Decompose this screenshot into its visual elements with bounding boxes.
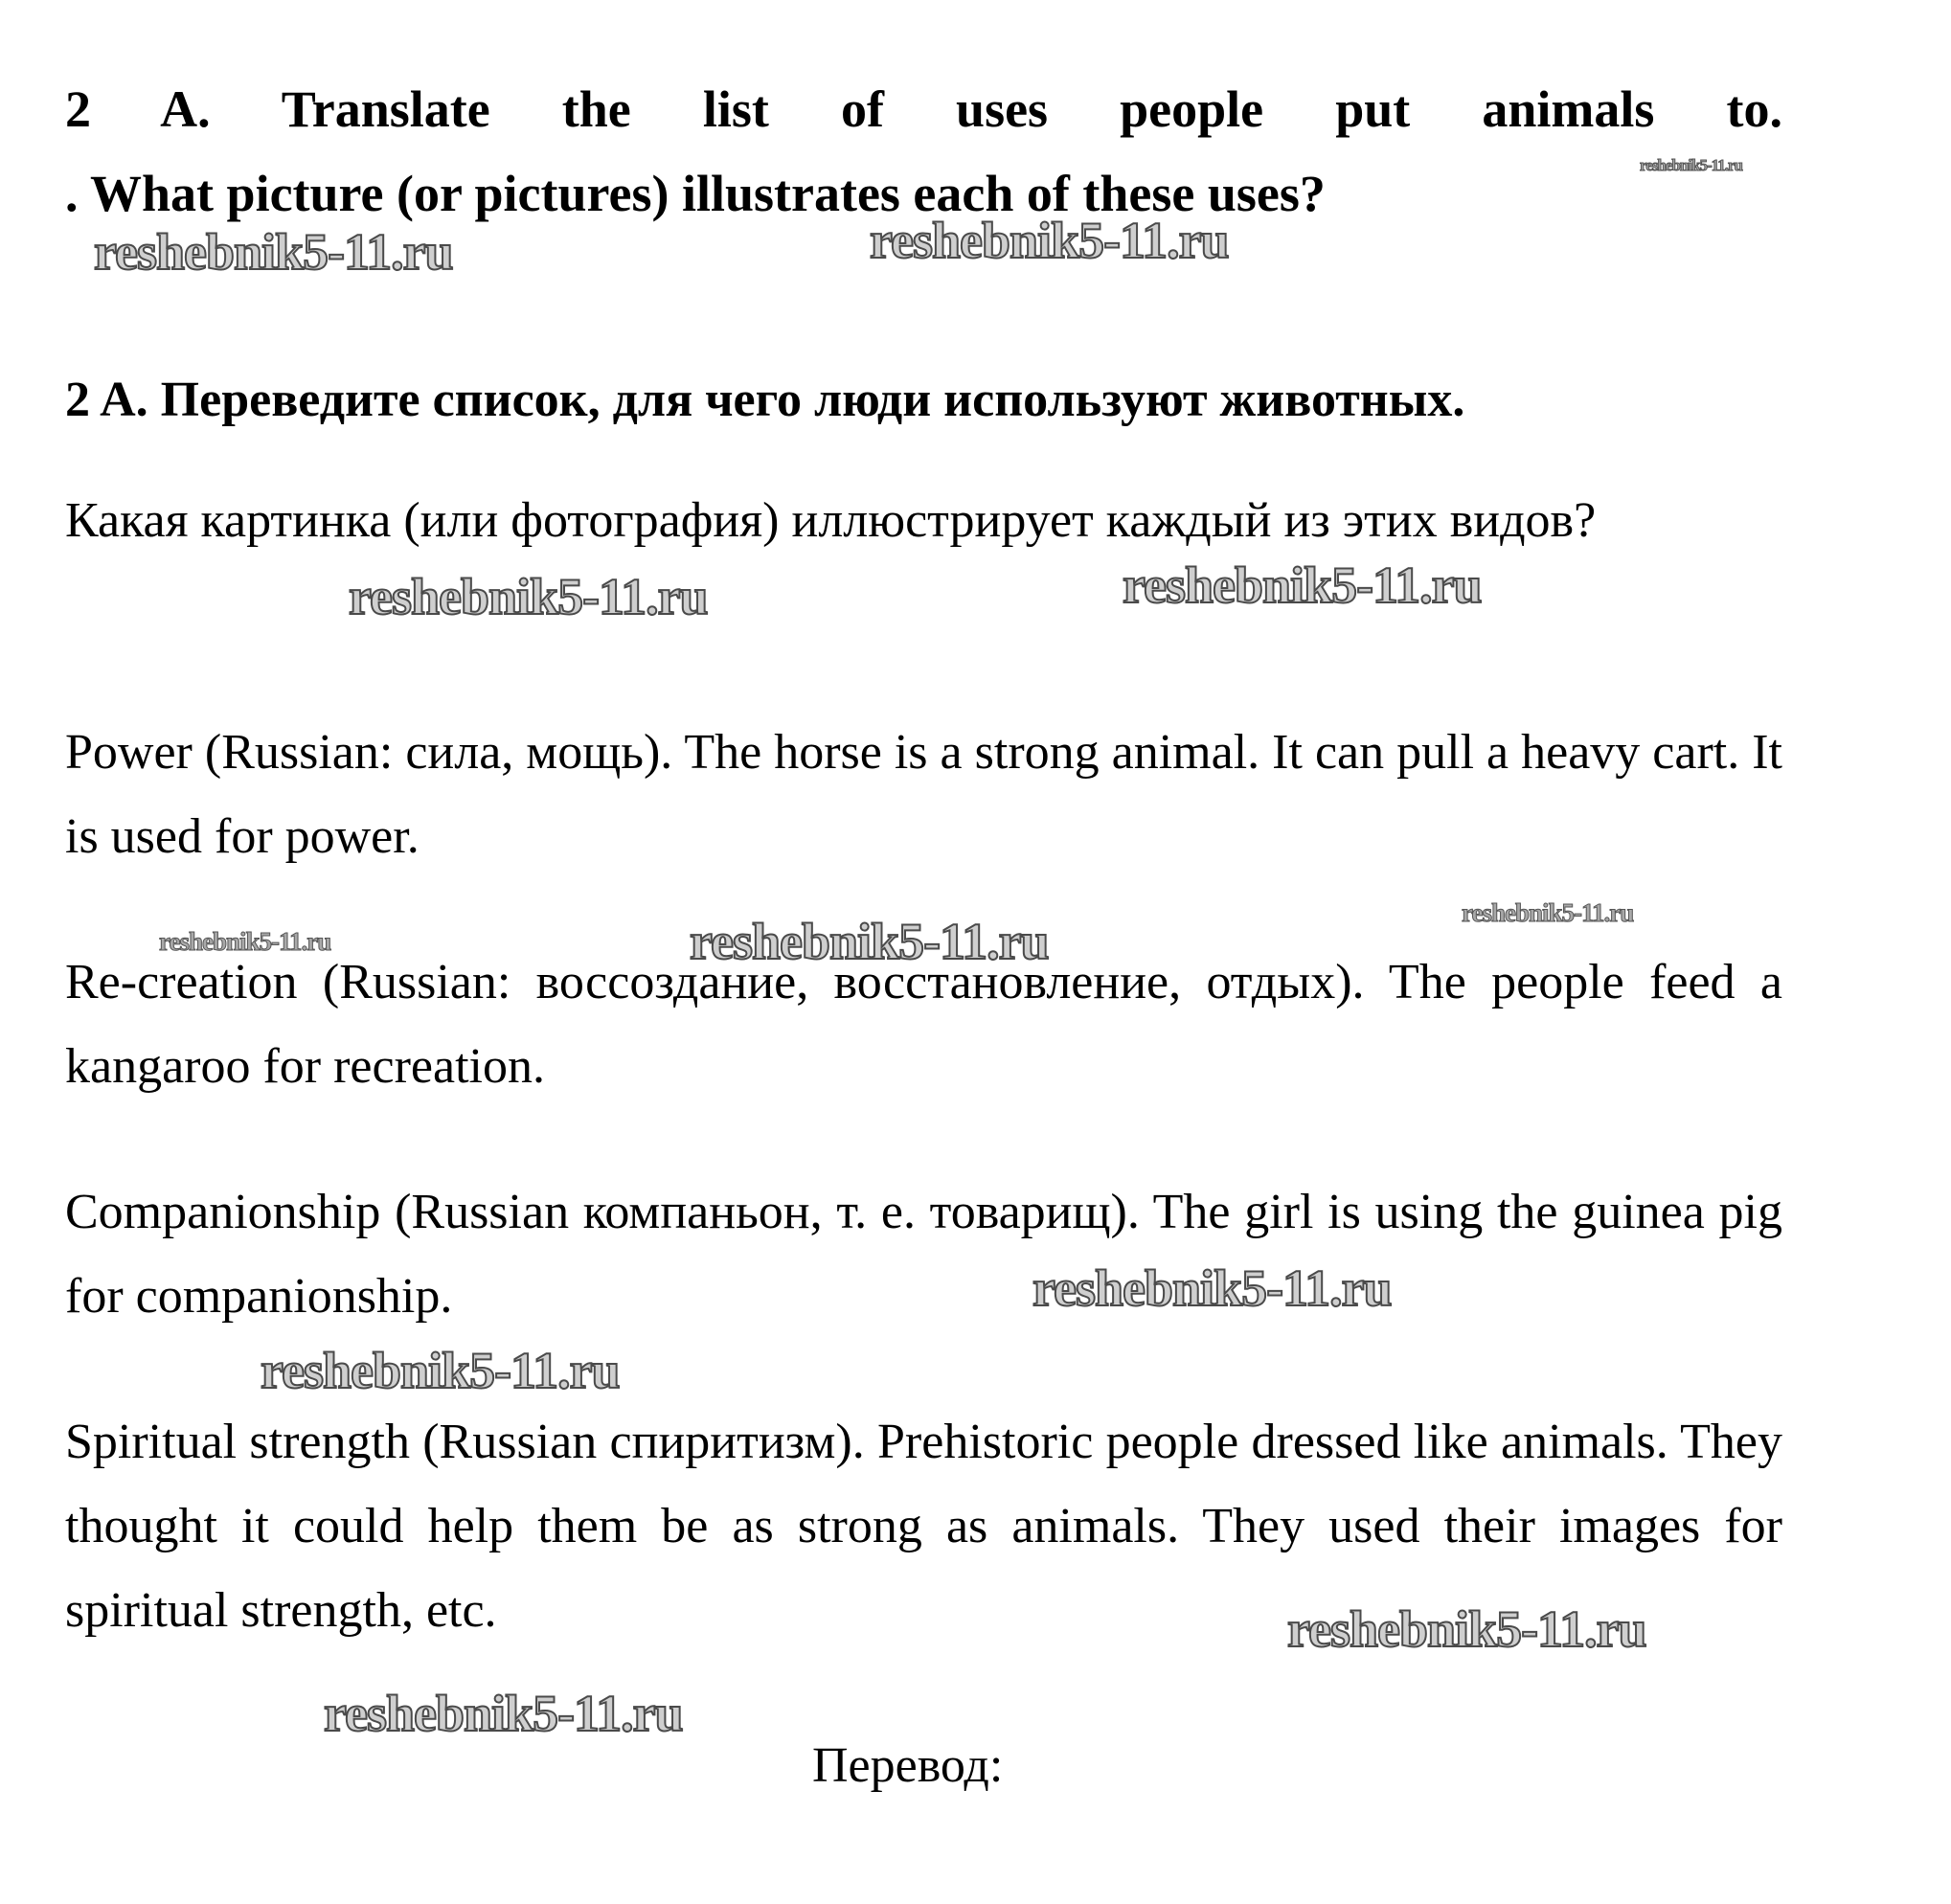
watermark: reshebnik5-11.ru (1123, 556, 1482, 614)
question-ru: Какая картинка (или фотография) иллюстрирует каждый из этих видов? (65, 493, 1597, 548)
watermark: reshebnik5-11.ru (324, 1685, 683, 1742)
watermark: reshebnik5-11.ru (261, 1342, 620, 1399)
exercise-heading-ru: 2 A. Переведите список, для чего люди используют животных. (65, 373, 1465, 427)
watermark: reshebnik5-11.ru (1287, 1600, 1646, 1658)
watermark: reshebnik5-11.ru (1462, 898, 1634, 927)
heading-en-line-2: . What picture (or pictures) illustrates each of these uses? (65, 165, 1326, 222)
paragraph-spiritual-strength: Spiritual strength (Russian спиритизм). Prehistoric people dressed like animals. They thought it could help them be as strong as animals. They used their images for spiritual strength, etc. (65, 1415, 1782, 1638)
watermark: reshebnik5-11.ru (94, 223, 453, 281)
watermark: reshebnik5-11.ru (349, 568, 708, 625)
paragraph-companionship: Companionship (Russian компаньон, т. е. товарищ). The girl is using the guinea pig for companionship. (65, 1185, 1782, 1324)
watermark: reshebnik5-11.ru (870, 212, 1229, 269)
watermark: reshebnik5-11.ru (1640, 156, 1742, 174)
translation-label: Перевод: (812, 1738, 1004, 1793)
watermark: reshebnik5-11.ru (690, 913, 1049, 970)
paragraph-power: Power (Russian: сила, мощь). The horse is a strong animal. It can pull a heavy cart. It is used for power. (65, 725, 1782, 864)
watermark: reshebnik5-11.ru (1032, 1259, 1392, 1317)
exercise-heading-en (65, 67, 1782, 236)
heading-en-line-1: 2 A. Translate the list of uses people put animals to. (65, 80, 1782, 138)
watermark: reshebnik5-11.ru (159, 927, 331, 956)
paragraph-recreation: Re-creation (Russian: воссоздание, восстановление, отдых). The people feed a kangaroo for recreation. (65, 955, 1782, 1094)
